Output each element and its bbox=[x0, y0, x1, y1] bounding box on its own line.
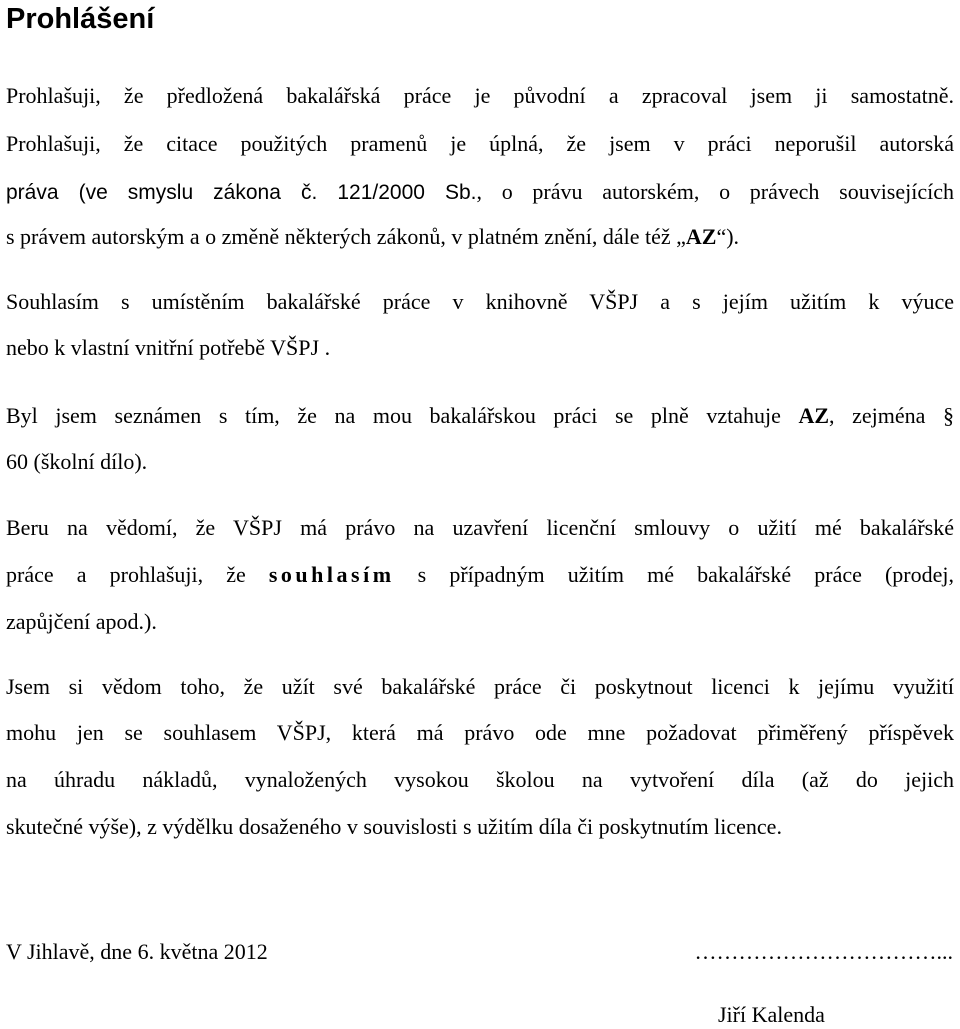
p1-line-4 bbox=[6, 224, 739, 250]
p1-line-3 bbox=[6, 179, 954, 206]
p3-line-1 bbox=[6, 403, 954, 429]
p2-line-1: Souhlasím s umístěním bakalářské práce v knihovně VŠPJ a s jejím užitím k výuce bbox=[6, 289, 954, 314]
p1-line-1: Prohlašuji, že předložená bakalářská práce je původní a zpracoval jsem ji samostatně. bbox=[6, 83, 954, 108]
p2-line-2: nebo k vlastní vnitřní potřebě VŠPJ . bbox=[6, 335, 331, 360]
law-reference: práva (ve smyslu zákona č. 121/2000 Sb. bbox=[6, 181, 477, 204]
p4-line-3: zapůjčení apod.). bbox=[6, 609, 157, 634]
p5-line-3: na úhradu nákladů, vynaložených vysokou školou na vytvoření díla (až do jejich bbox=[6, 767, 954, 792]
signature-line: ……………………………... bbox=[694, 939, 953, 964]
signature-name: Jiří Kalenda bbox=[718, 1002, 825, 1027]
p1-line-4-text: s právem autorským a o změně některých zákonů, v platném znění, dále též „ bbox=[6, 224, 686, 249]
p5-line-1: Jsem si vědom toho, že užít své bakalářské práce či poskytnout licenci k jejímu využití bbox=[6, 674, 954, 699]
p3-line-2: 60 (školní dílo). bbox=[6, 449, 148, 474]
az-abbrev: AZ bbox=[798, 403, 830, 428]
p3-line-1-text: Byl jsem seznámen s tím, že na mou bakalářskou práci se plně vztahuje bbox=[6, 403, 781, 428]
p5-line-4: skutečné výše), z výdělku dosaženého v souvislosti s užitím díla či poskytnutím licence. bbox=[6, 814, 782, 839]
p4-line-2-text: práce a prohlašuji, že bbox=[6, 562, 246, 587]
p3-line-1-end: , zejména § bbox=[829, 403, 955, 428]
az-abbrev: AZ bbox=[685, 224, 717, 249]
page-title: Prohlášení bbox=[6, 3, 155, 35]
p1-line-4-end: “). bbox=[716, 224, 740, 249]
p4-line-2-end: s případným užitím mé bakalářské práce (prodej, bbox=[417, 562, 955, 587]
consent-emphasis: souhlasím bbox=[268, 562, 395, 587]
p1-line-2: Prohlašuji, že citace použitých pramenů je úplná, že jsem v práci neporušil autorská bbox=[6, 131, 954, 156]
p4-line-2 bbox=[6, 562, 954, 588]
p4-line-1: Beru na vědomí, že VŠPJ má právo na uzavření licenční smlouvy o užití mé bakalářské bbox=[6, 515, 954, 540]
law-title: , o právu autorském, o právech souvisejících bbox=[476, 179, 955, 204]
p5-line-2: mohu jen se souhlasem VŠPJ, která má právo ode mne požadovat přiměřený příspěvek bbox=[6, 720, 954, 745]
place-and-date: V Jihlavě, dne 6. května 2012 bbox=[6, 939, 268, 964]
